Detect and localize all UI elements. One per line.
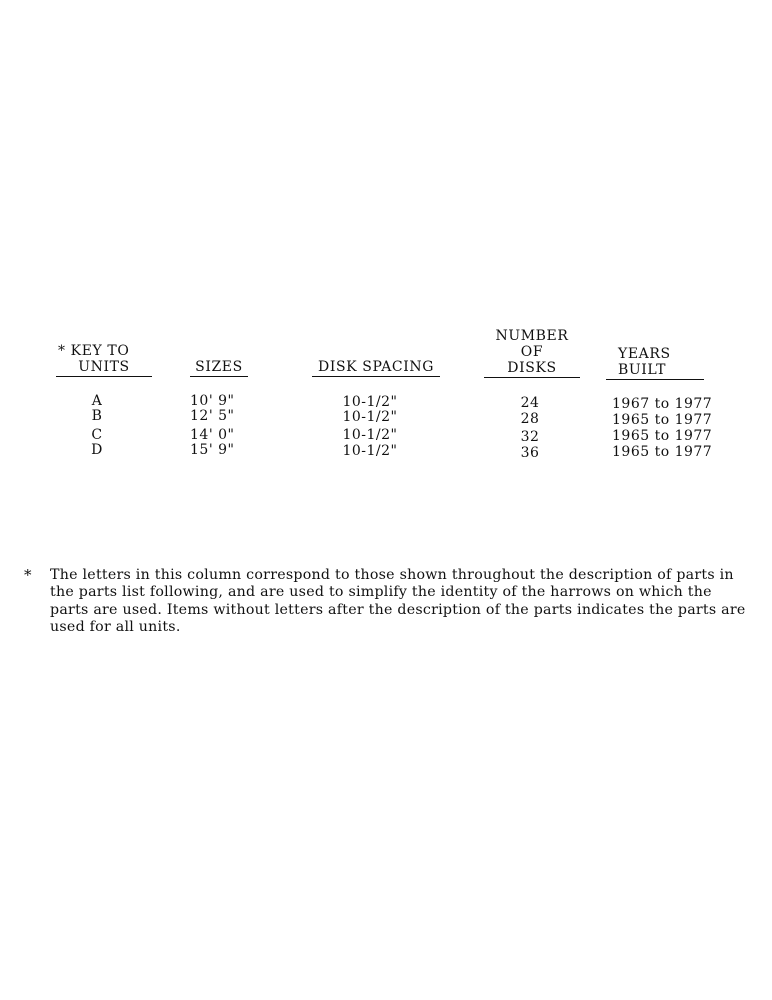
row-b-size: 12' 5" — [190, 408, 235, 424]
row-a-unit: A — [91, 393, 103, 409]
row-a-size: 10' 9" — [190, 393, 235, 409]
header-number-of-disks — [484, 328, 580, 378]
header-sizes-line1: SIZES — [190, 359, 248, 377]
header-units-line2: UNITS — [56, 359, 152, 377]
header-disk-spacing — [312, 359, 440, 377]
header-disks-line1: NUMBER — [495, 328, 569, 344]
header-years-line2: BUILT — [606, 362, 704, 380]
header-units-line1: * KEY TO — [58, 343, 130, 359]
row-d-size: 15' 9" — [190, 442, 235, 458]
row-d-spacing: 10-1/2" — [342, 443, 398, 459]
header-years-built — [606, 346, 704, 380]
row-c-size: 14' 0" — [190, 427, 235, 443]
row-a-spacing: 10-1/2" — [342, 394, 398, 410]
row-d-years: 1965 to 1977 — [612, 444, 713, 460]
row-b-years: 1965 to 1977 — [612, 412, 713, 428]
header-spacing-line1: DISK SPACING — [312, 359, 440, 377]
header-years-line1: YEARS — [618, 346, 671, 362]
row-c-spacing: 10-1/2" — [342, 427, 398, 443]
row-b-disks: 28 — [520, 411, 540, 427]
row-d-disks: 36 — [520, 445, 540, 461]
header-disks-line2: OF — [520, 344, 544, 360]
footnote-asterisk: * — [24, 566, 32, 584]
row-c-disks: 32 — [520, 429, 540, 445]
header-disks-line3: DISKS — [484, 360, 580, 378]
row-c-unit: C — [91, 427, 103, 443]
row-a-years: 1967 to 1977 — [612, 396, 713, 412]
footnote-text: The letters in this column correspond to those shown throughout the description of parts in the parts list following, and are used to simplify the identity of the harrows on which the parts are used. Items without letters after the description of the parts indicates the parts are used for all units. — [50, 567, 746, 636]
row-b-spacing: 10-1/2" — [342, 409, 398, 425]
row-b-unit: B — [91, 408, 103, 424]
header-units — [56, 343, 152, 377]
row-c-years: 1965 to 1977 — [612, 428, 713, 444]
row-a-disks: 24 — [520, 395, 540, 411]
row-d-unit: D — [91, 442, 103, 458]
header-sizes — [190, 359, 248, 377]
